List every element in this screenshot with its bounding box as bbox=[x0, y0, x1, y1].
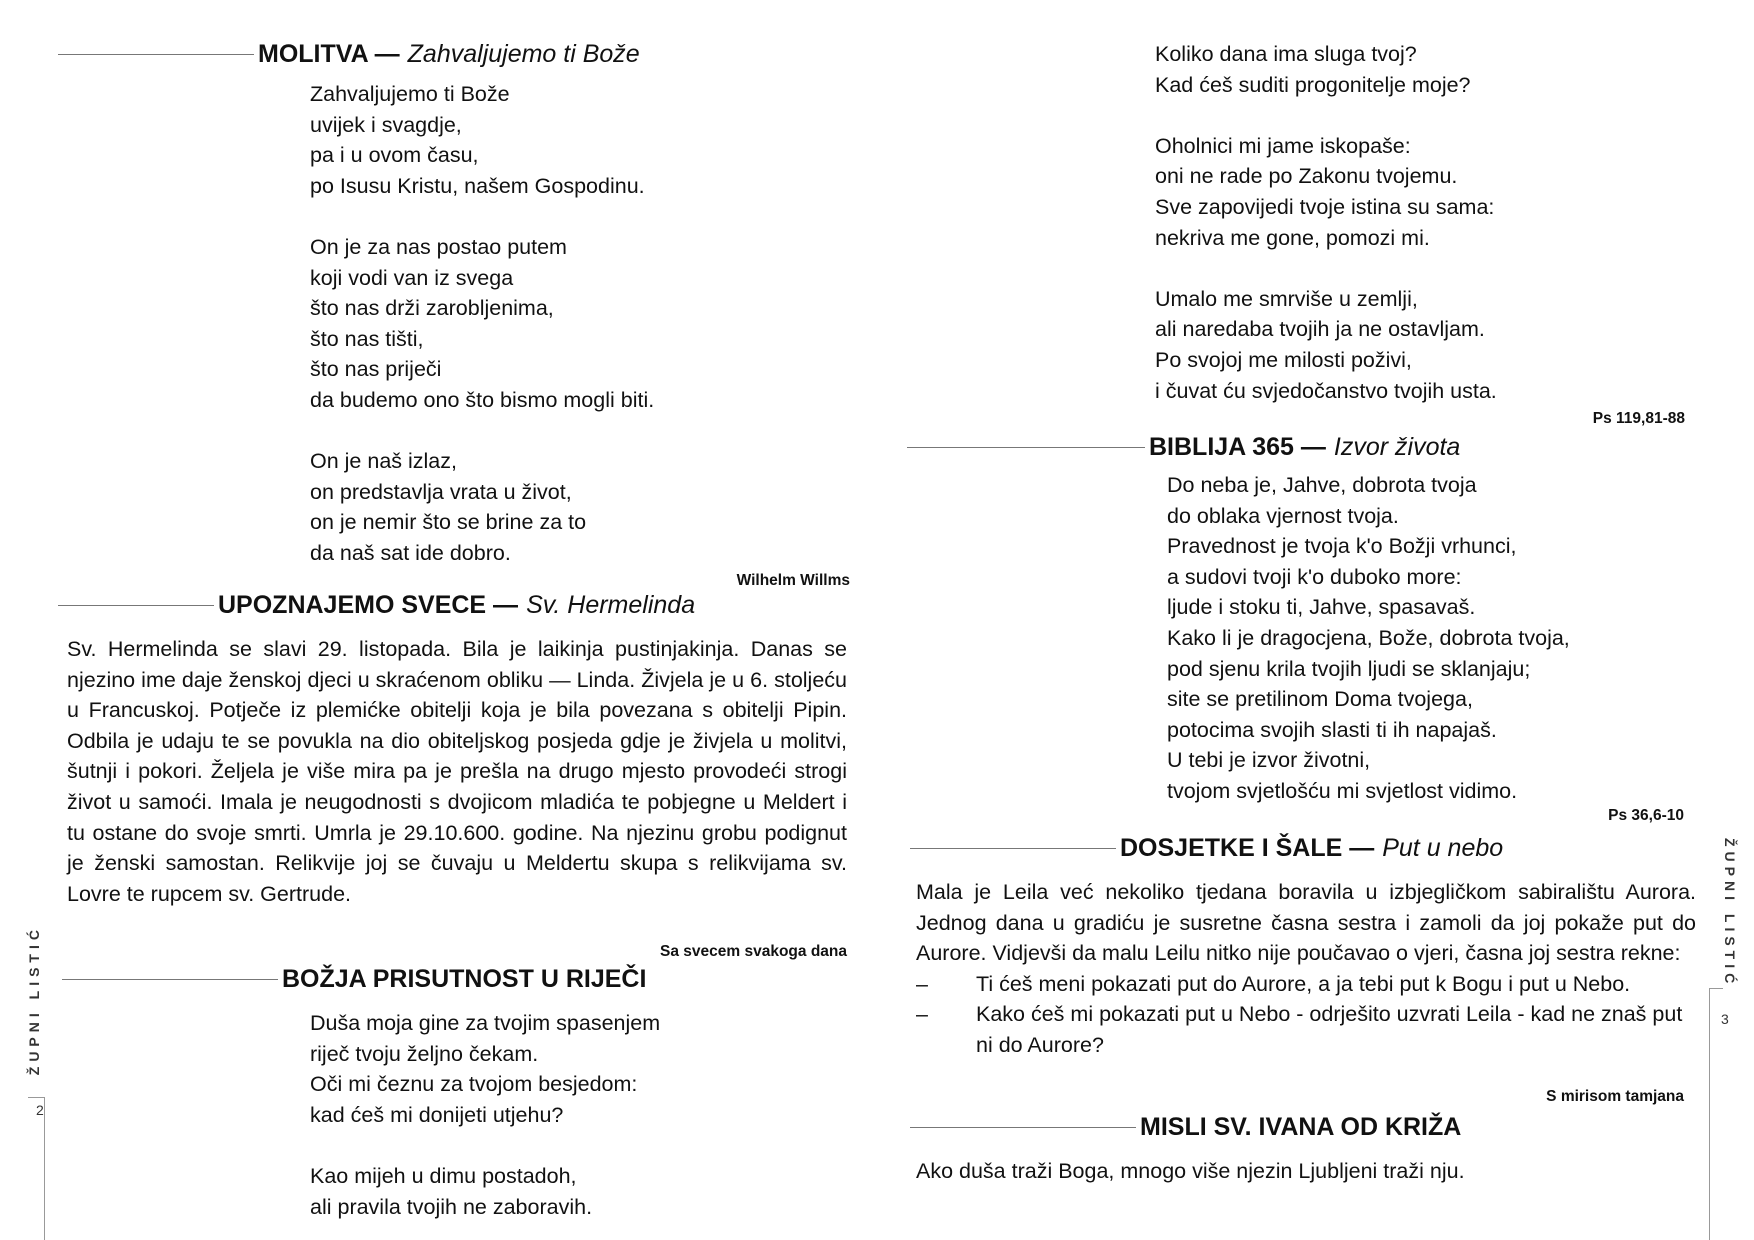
heading-rule bbox=[910, 1127, 1136, 1128]
poem-line: Po svojoj me milosti poživi, bbox=[1155, 347, 1412, 372]
side-label-left: ŽUPNI LISTIĆ bbox=[26, 925, 42, 1076]
dialog-item bbox=[916, 969, 1696, 1000]
stanza-break bbox=[1155, 253, 1497, 284]
poem-line: on je nemir što se brine za to bbox=[310, 510, 587, 535]
poem-line: što nas tišti, bbox=[310, 326, 424, 351]
molitva-subtitle: Zahvaljujemo ti Bože bbox=[407, 40, 640, 68]
dialog-line: Ti ćeš meni pokazati put do Aurore, a ja tebi put k Bogu i put u Nebo. bbox=[976, 971, 1631, 996]
dialog-item bbox=[916, 999, 1696, 1060]
page-edge-line bbox=[1709, 988, 1710, 1240]
poem-line: što nas drži zarobljenima, bbox=[310, 296, 554, 321]
poem-line: Duša moja gine za tvojim spasenjem bbox=[310, 1011, 661, 1035]
molitva-author: Wilhelm Willms bbox=[736, 572, 850, 589]
poem-line: a sudovi tvoji k'o duboko more: bbox=[1167, 564, 1462, 589]
dosjetke-body bbox=[916, 877, 1696, 1061]
biblija-subtitle: Izvor života bbox=[1333, 433, 1461, 461]
poem-line: riječ tvoju željno čekam. bbox=[310, 1041, 539, 1066]
misli-text: Ako duša traži Boga, mnogo više njezin Ljubljeni traži nju. bbox=[916, 1159, 1465, 1183]
heading-rule bbox=[910, 848, 1116, 849]
stanza-break bbox=[310, 201, 654, 232]
poem-line: Oči mi čeznu za tvojom besjedom: bbox=[310, 1072, 638, 1097]
dialog-line: Kako ćeš mi pokazati put u Nebo - odrješito uzvrati Leila - kad ne znaš put ni do Aurore? bbox=[976, 1002, 1683, 1057]
poem-line: da naš sat ide dobro. bbox=[310, 540, 511, 565]
poem-line: Kako li je dragocjena, Bože, dobrota tvoja, bbox=[1167, 625, 1570, 650]
poem-line: pa i u ovom času, bbox=[310, 143, 479, 168]
poem-line: uvijek i svagdje, bbox=[310, 112, 462, 137]
poem-line: Koliko dana ima sluga tvoj? bbox=[1155, 42, 1417, 66]
poem-line: nekriva me gone, pomozi mi. bbox=[1155, 225, 1430, 250]
poem-line: on predstavlja vrata u život, bbox=[310, 479, 572, 504]
poem-line: U tebi je izvor životni, bbox=[1167, 748, 1371, 773]
molitva-title: MOLITVA — bbox=[258, 40, 400, 68]
heading-rule bbox=[58, 54, 254, 55]
stanza-break bbox=[1155, 100, 1497, 131]
dosjetke-intro: Mala je Leila već nekoliko tjedana boravila u izbjegličkom sabiralištu Aurora. Jednog dana u gradiću je susretne časna sestra i zamoli da joj pokaže put do Aurore. Vidjevši da malu Leilu nitko nije poučavao o vjeri, časna joj sestra rekne: bbox=[916, 880, 1696, 966]
page-number-left: 2 bbox=[36, 1102, 44, 1118]
poem-line: ljude i stoku ti, Jahve, spasavaš. bbox=[1167, 595, 1476, 620]
poem-line: koji vodi van iz svega bbox=[310, 265, 514, 290]
poem-line: On je za nas postao putem bbox=[310, 234, 567, 259]
misli-title: MISLI SV. IVANA OD KRIŽA bbox=[1140, 1113, 1462, 1141]
poem-line: što nas priječi bbox=[310, 357, 442, 382]
poem-line: ali naredaba tvojih ja ne ostavljam. bbox=[1155, 317, 1485, 342]
poem-line: po Isusu Kristu, našem Gospodinu. bbox=[310, 173, 645, 198]
biblija-poem bbox=[1167, 470, 1570, 807]
molitva-poem bbox=[310, 79, 654, 569]
poem-line: oni ne rade po Zakonu tvojemu. bbox=[1155, 164, 1458, 189]
poem-line: Oholnici mi jame iskopaše: bbox=[1155, 133, 1411, 158]
biblija-title: BIBLIJA 365 — bbox=[1149, 433, 1326, 461]
misli-heading bbox=[910, 1113, 1461, 1142]
poem-line: Zahvaljujemo ti Bože bbox=[310, 82, 510, 106]
dash-marker: – bbox=[916, 971, 928, 996]
poem-line: Kao mijeh u dimu postadoh, bbox=[310, 1163, 577, 1188]
stanza-break bbox=[310, 1130, 660, 1161]
upoznajemo-subtitle: Sv. Hermelinda bbox=[526, 591, 696, 619]
psalm-cont-reference: Ps 119,81-88 bbox=[1592, 410, 1685, 427]
side-label-right: ŽUPNI LISTIĆ bbox=[1722, 838, 1738, 989]
upoznajemo-source: Sa svecem svakoga dana bbox=[660, 943, 847, 960]
bozja-poem bbox=[310, 1008, 660, 1222]
upoznajemo-heading bbox=[58, 591, 695, 620]
page-tab-line bbox=[28, 1097, 44, 1098]
page-number-right: 3 bbox=[1721, 1011, 1729, 1027]
bozja-title: BOŽJA PRISUTNOST U RIJEČI bbox=[282, 965, 647, 993]
poem-line: potocima svojih slasti ti ih napajaš. bbox=[1167, 717, 1497, 742]
biblija-heading bbox=[907, 433, 1460, 462]
bozja-heading bbox=[62, 965, 646, 994]
poem-line: tvojom svjetlošću mi svjetlost vidimo. bbox=[1167, 778, 1518, 803]
dosjetke-heading bbox=[910, 834, 1503, 863]
poem-line: do oblaka vjernost tvoja. bbox=[1167, 503, 1399, 528]
poem-line: Kad ćeš suditi progonitelje moje? bbox=[1155, 72, 1471, 97]
poem-line: ali pravila tvojih ne zaboravih. bbox=[310, 1194, 593, 1219]
poem-line: site se pretilinom Doma tvojega, bbox=[1167, 687, 1473, 712]
poem-line: Pravednost je tvoja k'o Božji vrhunci, bbox=[1167, 534, 1517, 559]
upoznajemo-text: Sv. Hermelinda se slavi 29. listopada. Bila je laikinja pustinjakinja. Danas se njezino ime daje ženskoj djeci u skraćenom obliku — Linda. Živjela je u 6. stoljeću u Francuskoj. Potječe iz plemićke obitelji koja je bila povezana s obitelji Pipin. Odbila je udaju te se povukla na dio obiteljskog posjeda gdje je živjela u molitvi, šutnji i pokori. Željela je više mira pa je prešla na drugo mjesto provodeći strogi život u samoći. Imala je neugodnosti s dvojicom mladića te pobjegne u Meldert i tu ostane do svoje smrti. Umrla je 29.10.600. godine. Na njezinu grobu podignut je ženski samostan. Relikvije joj se čuvaju u Meldertu skupa s relikvijama sv. Lovre te rupcem sv. Gertrude. bbox=[67, 637, 847, 906]
poem-line: i čuvat ću svjedočanstvo tvojih usta. bbox=[1155, 378, 1497, 403]
poem-line: Umalo me smrviše u zemlji, bbox=[1155, 286, 1418, 311]
heading-rule bbox=[62, 979, 278, 980]
poem-line: On je naš izlaz, bbox=[310, 449, 457, 474]
dash-marker: – bbox=[916, 1002, 928, 1027]
stanza-break bbox=[310, 416, 654, 447]
molitva-heading bbox=[58, 40, 640, 69]
dosjetke-source: S mirisom tamjana bbox=[1546, 1088, 1684, 1105]
heading-rule bbox=[58, 605, 214, 606]
dosjetke-subtitle: Put u nebo bbox=[1382, 834, 1504, 862]
poem-line: da budemo ono što bismo mogli biti. bbox=[310, 387, 655, 412]
poem-line: Do neba je, Jahve, dobrota tvoja bbox=[1167, 473, 1477, 497]
poem-line: kad ćeš mi donijeti utjehu? bbox=[310, 1102, 564, 1127]
biblija-reference: Ps 36,6-10 bbox=[1608, 807, 1684, 824]
page-edge-line bbox=[44, 1097, 45, 1240]
dosjetke-title: DOSJETKE I ŠALE — bbox=[1120, 834, 1375, 862]
poem-line: Sve zapovijedi tvoje istina su sama: bbox=[1155, 194, 1495, 219]
right-page bbox=[877, 0, 1754, 1240]
page-tab-line bbox=[1709, 988, 1723, 989]
psalm-cont-poem bbox=[1155, 39, 1497, 406]
heading-rule bbox=[907, 447, 1145, 448]
upoznajemo-title: UPOZNAJEMO SVECE — bbox=[218, 591, 519, 619]
poem-line: pod sjenu krila tvojih ljudi se sklanjaju; bbox=[1167, 656, 1531, 681]
